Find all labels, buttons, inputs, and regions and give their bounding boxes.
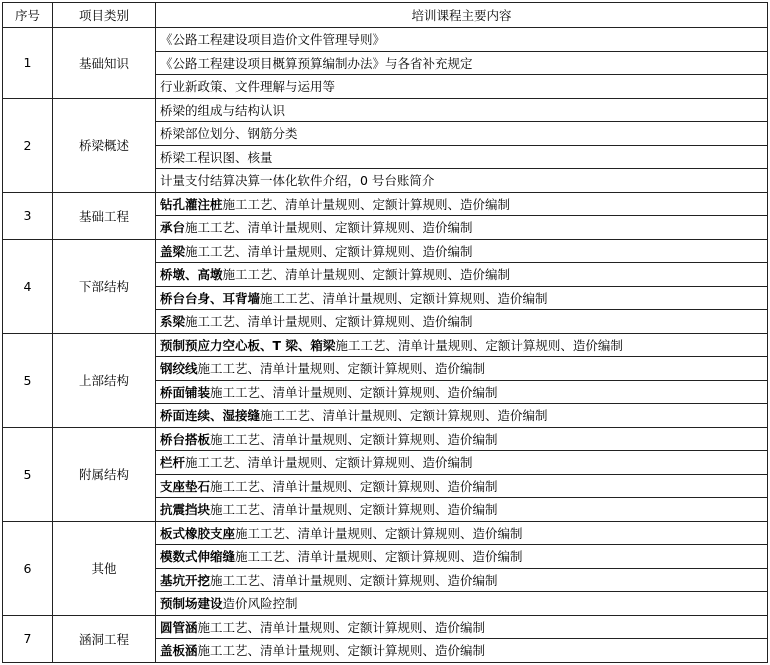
content-cell	[156, 169, 768, 193]
content-text: 造价风险控制	[222, 596, 298, 612]
content-cell	[156, 263, 768, 287]
content-bold-term: 预制场建设	[160, 596, 223, 612]
content-cell	[156, 28, 768, 52]
table-row	[3, 333, 768, 357]
content-text: 施工工艺、清单计量规则、定额计算规则、造价编制	[235, 525, 523, 541]
content-cell	[156, 474, 768, 498]
table-row	[3, 192, 768, 216]
content-cell	[156, 521, 768, 545]
table-row	[3, 427, 768, 451]
content-text: 计量支付结算决算一体化软件介绍，0 号台账简介	[160, 173, 435, 189]
content-text: 施工工艺、清单计量规则、定额计算规则、造价编制	[210, 431, 498, 447]
seq-cell: 5	[3, 427, 53, 521]
content-cell	[156, 545, 768, 569]
content-bold-term: 钻孔灌注桩	[160, 196, 223, 212]
content-text: 施工工艺、清单计量规则、定额计算规则、造价编制	[185, 220, 473, 236]
category-cell: 下部结构	[53, 239, 156, 333]
content-bold-term: 抗震挡块	[160, 502, 211, 518]
training-course-table	[2, 2, 768, 663]
content-bold-term: 桥墩、高墩	[160, 267, 223, 283]
content-text: 行业新政策、文件理解与运用等	[160, 79, 336, 95]
category-cell: 涵洞工程	[53, 615, 156, 662]
seq-cell: 6	[3, 521, 53, 615]
content-cell	[156, 498, 768, 522]
table-body	[3, 28, 768, 663]
content-text: 施工工艺、清单计量规则、定额计算规则、造价编制	[260, 408, 548, 424]
table-row	[3, 615, 768, 639]
header-row	[3, 3, 768, 28]
content-cell	[156, 286, 768, 310]
content-cell	[156, 51, 768, 75]
content-text: 施工工艺、清单计量规则、定额计算规则、造价编制	[235, 549, 523, 565]
content-text: 施工工艺、清单计量规则、定额计算规则、造价编制	[197, 619, 486, 635]
category-cell: 桥梁概述	[53, 98, 156, 192]
category-cell: 上部结构	[53, 333, 156, 427]
content-text: 施工工艺、清单计量规则、定额计算规则、造价编制	[210, 502, 498, 518]
content-cell	[156, 451, 768, 475]
header-content: 培训课程主要内容	[156, 3, 768, 28]
content-text: 施工工艺、清单计量规则、定额计算规则、造价编制	[210, 384, 498, 400]
content-cell	[156, 592, 768, 616]
content-cell	[156, 380, 768, 404]
content-bold-term: 盖板涵	[160, 643, 198, 659]
content-bold-term: 模数式伸缩缝	[160, 549, 236, 565]
content-bold-term: 桥面铺装	[160, 384, 211, 400]
content-cell	[156, 568, 768, 592]
content-text: 施工工艺、清单计量规则、定额计算规则、造价编制	[197, 643, 486, 659]
content-bold-term: 桥台台身、耳背墙	[160, 290, 261, 306]
content-cell	[156, 192, 768, 216]
content-cell	[156, 333, 768, 357]
table-row	[3, 239, 768, 263]
content-bold-term: 栏杆	[160, 455, 186, 471]
table-row	[3, 28, 768, 52]
content-bold-term: 桥台搭板	[160, 431, 211, 447]
content-text: 桥梁部位划分、钢筋分类	[160, 126, 298, 142]
content-text: 桥梁工程识图、核量	[160, 149, 273, 165]
content-cell	[156, 239, 768, 263]
seq-cell: 7	[3, 615, 53, 662]
content-text: 施工工艺、清单计量规则、定额计算规则、造价编制	[185, 314, 473, 330]
content-text: 施工工艺、清单计量规则、定额计算规则、造价编制	[335, 337, 623, 353]
content-text: 施工工艺、清单计量规则、定额计算规则、造价编制	[210, 572, 498, 588]
content-cell	[156, 122, 768, 146]
content-cell	[156, 404, 768, 428]
content-text: 施工工艺、清单计量规则、定额计算规则、造价编制	[185, 455, 473, 471]
content-cell	[156, 98, 768, 122]
content-text: 施工工艺、清单计量规则、定额计算规则、造价编制	[222, 196, 511, 212]
content-text: 施工工艺、清单计量规则、定额计算规则、造价编制	[222, 267, 511, 283]
content-bold-term: 预制预应力空心板、T 梁、箱梁	[160, 337, 336, 353]
content-cell	[156, 75, 768, 99]
category-cell: 基础知识	[53, 28, 156, 99]
content-cell	[156, 216, 768, 240]
content-text: 桥梁的组成与结构认识	[160, 102, 286, 118]
content-bold-term: 支座垫石	[160, 478, 211, 494]
table-row	[3, 521, 768, 545]
content-cell	[156, 357, 768, 381]
table-row	[3, 98, 768, 122]
category-cell: 其他	[53, 521, 156, 615]
content-cell	[156, 427, 768, 451]
content-text: 《公路工程建设项目造价文件管理导则》	[160, 32, 386, 48]
seq-cell: 4	[3, 239, 53, 333]
seq-cell: 2	[3, 98, 53, 192]
seq-cell: 5	[3, 333, 53, 427]
category-cell: 附属结构	[53, 427, 156, 521]
content-bold-term: 桥面连续、湿接缝	[160, 408, 261, 424]
content-text: 施工工艺、清单计量规则、定额计算规则、造价编制	[197, 361, 486, 377]
content-bold-term: 板式橡胶支座	[160, 525, 236, 541]
content-text: 施工工艺、清单计量规则、定额计算规则、造价编制	[210, 478, 498, 494]
content-bold-term: 承台	[160, 220, 186, 236]
content-bold-term: 圆管涵	[160, 619, 198, 635]
header-category: 项目类别	[53, 3, 156, 28]
seq-cell: 1	[3, 28, 53, 99]
content-text: 《公路工程建设项目概算预算编制办法》与各省补充规定	[160, 55, 473, 71]
content-cell	[156, 639, 768, 663]
content-bold-term: 基坑开挖	[160, 572, 211, 588]
seq-cell: 3	[3, 192, 53, 239]
content-bold-term: 盖梁	[160, 243, 186, 259]
content-text: 施工工艺、清单计量规则、定额计算规则、造价编制	[185, 243, 473, 259]
content-text: 施工工艺、清单计量规则、定额计算规则、造价编制	[260, 290, 548, 306]
header-seq: 序号	[3, 3, 53, 28]
category-cell: 基础工程	[53, 192, 156, 239]
content-cell	[156, 615, 768, 639]
content-cell	[156, 145, 768, 169]
content-bold-term: 钢绞线	[160, 361, 198, 377]
content-bold-term: 系梁	[160, 314, 186, 330]
content-cell	[156, 310, 768, 334]
